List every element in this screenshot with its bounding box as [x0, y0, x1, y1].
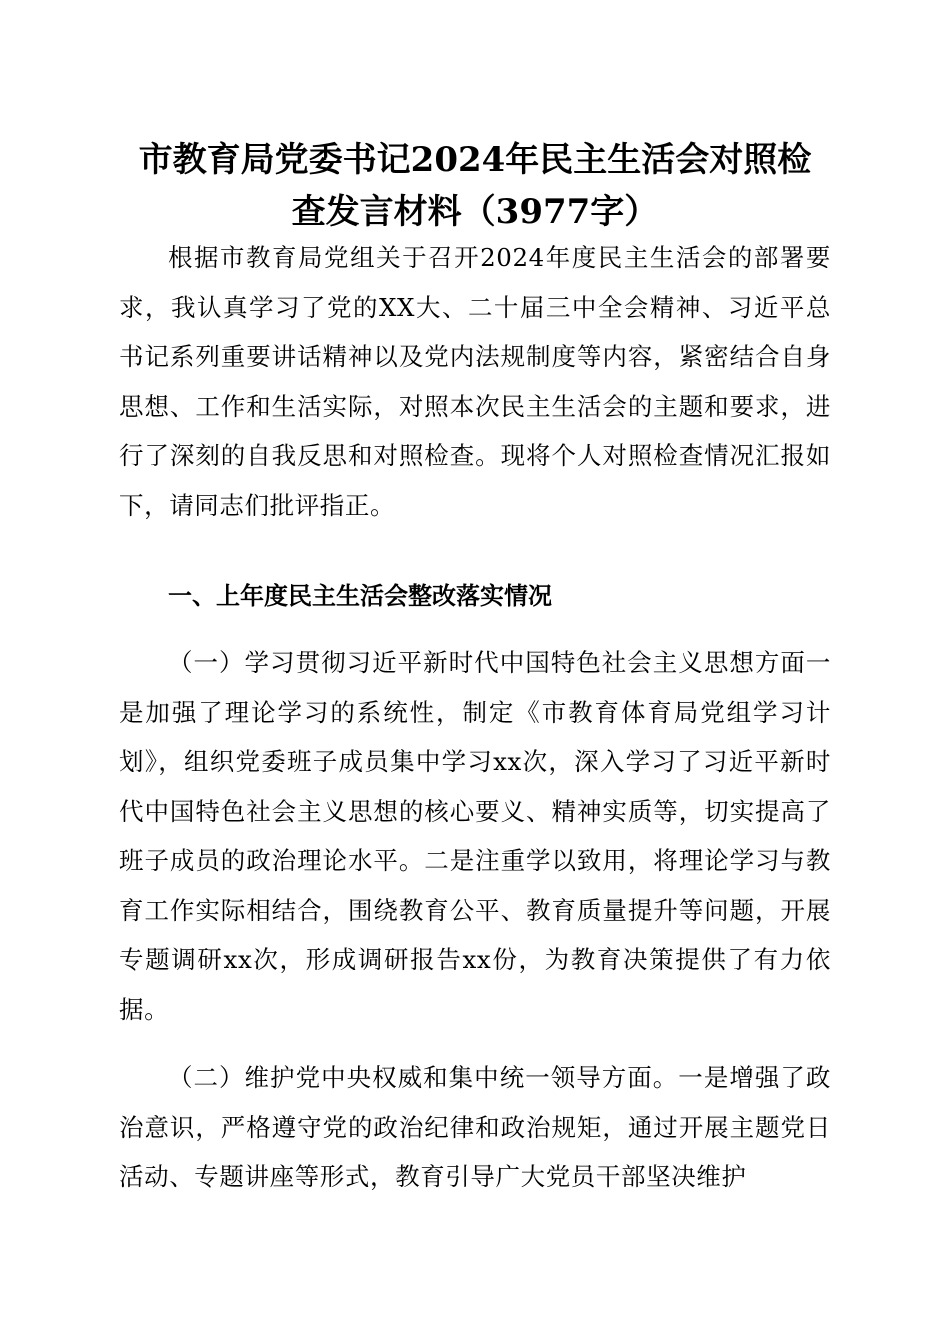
intro-paragraph: 根据市教育局党组关于召开2024年度民主生活会的部署要求，我认真学习了党的XX大、二十届三中全会精神、习近平总书记系列重要讲话精神以及党内法规制度等内容，紧密结合自身思想、工作和生活实际，对照本次民主生活会的主题和要求，进行了深刻的自我反思和对照检查。现将个人对照检查情况汇报如下，请同志们批评指正。 [119, 243, 831, 520]
title-line-2: 查发言材料（3977字） [291, 192, 659, 232]
subsection-paragraph-1: （一）学习贯彻习近平新时代中国特色社会主义思想方面一是加强了理论学习的系统性，制定《市教育体育局党组学习计划》，组织党委班子成员集中学习xx次，深入学习了习近平新时代中国特色社会主义思想的核心要义、精神实质等，切实提高了班子成员的政治理论水平。二是注重学以致用，将理论学习与教育工作实际相结合，围绕教育公平、教育质量提升等问题，开展专题调研xx次，形成调研报告xx份，为教育决策提供了有力依据。 [119, 648, 831, 1024]
subsection-paragraph-2: （二）维护党中央权威和集中统一领导方面。一是增强了政治意识，严格遵守党的政治纪律和政治规矩，通过开展主题党日活动、专题讲座等形式，教育引导广大党员干部坚决维护 [119, 1063, 831, 1191]
document-title [100, 134, 850, 238]
title-line-1: 市教育局党委书记2024年民主生活会对照检 [138, 140, 812, 180]
section-heading-1: 一、上年度民主生活会整改落实情况 [168, 582, 552, 610]
